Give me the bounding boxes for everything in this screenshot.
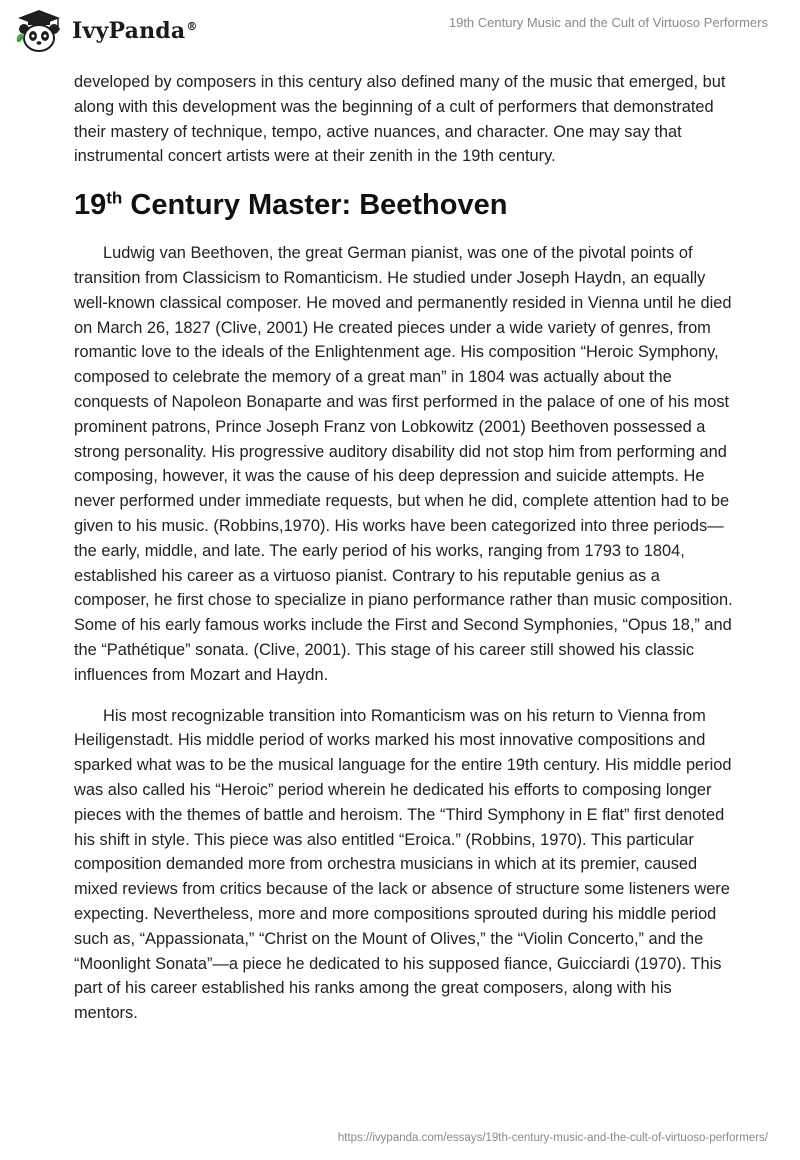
source-url: https://ivypanda.com/essays/19th-century-music-and-the-cult-of-virtuoso-performers/ [337, 1132, 768, 1144]
page-header [0, 0, 800, 64]
registered-mark: ® [186, 19, 198, 33]
logo-wordmark: IvyPanda® [72, 18, 198, 44]
essay-content [74, 70, 734, 1042]
body-paragraph: His most recognizable transition into Romanticism was on his return to Vienna from Heiligenstadt. His middle period of works marked his most innovative compositions and sparked what was to be the musical language for the entire 19th century. His middle period was also called his “Heroic” period wherein he dedicated his efforts to composing longer pieces with the themes of battle and heroism. The “Third Symphony in E flat” first denoted his shift in style. This piece was also entitled “Eroica.” (Robbins, 1970). This particular composition demanded more from orchestra musicians in which at its premier, caused mixed reviews from critics because of the lack or absence of structure some listeners were expecting. Nevertheless, more and more compositions sprouted during his middle period such as, “Appassionata,” “Christ on the Mount of Olives,” the “Violin Concerto,” and the “Moonlight Sonata”—a piece he dedicated to his supposed fiance, Guicciardi (1970). This part of his career established his ranks among the great composers, along with his mentors. [74, 706, 732, 1023]
intro-paragraph: developed by composers in this century also defined many of the music that emerged, but along with this development was the beginning of a cult of performers that demonstrated their mastery of technique, tempo, active nuances, and character. One may say that instrumental concert artists were at their zenith in the 19th century. [74, 73, 726, 166]
body-paragraph: Ludwig van Beethoven, the great German pianist, was one of the pivotal points of transition from Classicism to Romanticism. He studied under Joseph Haydn, an equally well-known classical composer. He moved and permanently resided in Vienna until he died on March 26, 1827 (Clive, 2001) He created pieces under a wide variety of genres, from romantic love to the ideals of the Enlightenment age. His composition “Heroic Symphony, composed to celebrate the memory of a great man” in 1804 was actually about the conquests of Napoleon Bonaparte and was first performed in the palace of one of his most prominent patrons, Prince Joseph Franz von Lobkowitz (2001) Beethoven possessed a strong personality. His progressive auditory disability did not stop him from performing and composing, however, it was the cause of his deep depression and suicide attempts. He never performed under immediate requests, but when he did, complete attention had to be given to his music. (Robbins,1970). His works have been categorized into three periods—the early, middle, and late. The early period of his works, ranging from 1793 to 1804, established his career as a virtuoso pianist. Contrary to his reputable genius as a composer, he first chose to specialize in piano performance rather than music composition. Some of his early famous works include the First and Second Symphonies, “Opus 18,” and the “Pathétique” sonata. (Clive, 2001). This stage of his career still showed his classic influences from Mozart and Haydn. [74, 244, 733, 684]
document-title: 19th Century Music and the Cult of Virtuoso Performers [448, 15, 768, 30]
heading-superscript: th [106, 188, 123, 208]
section-heading: 19th Century Master: Beethoven [74, 188, 508, 222]
ivypanda-logo[interactable] [14, 8, 198, 54]
panda-graduate-icon [14, 8, 64, 54]
